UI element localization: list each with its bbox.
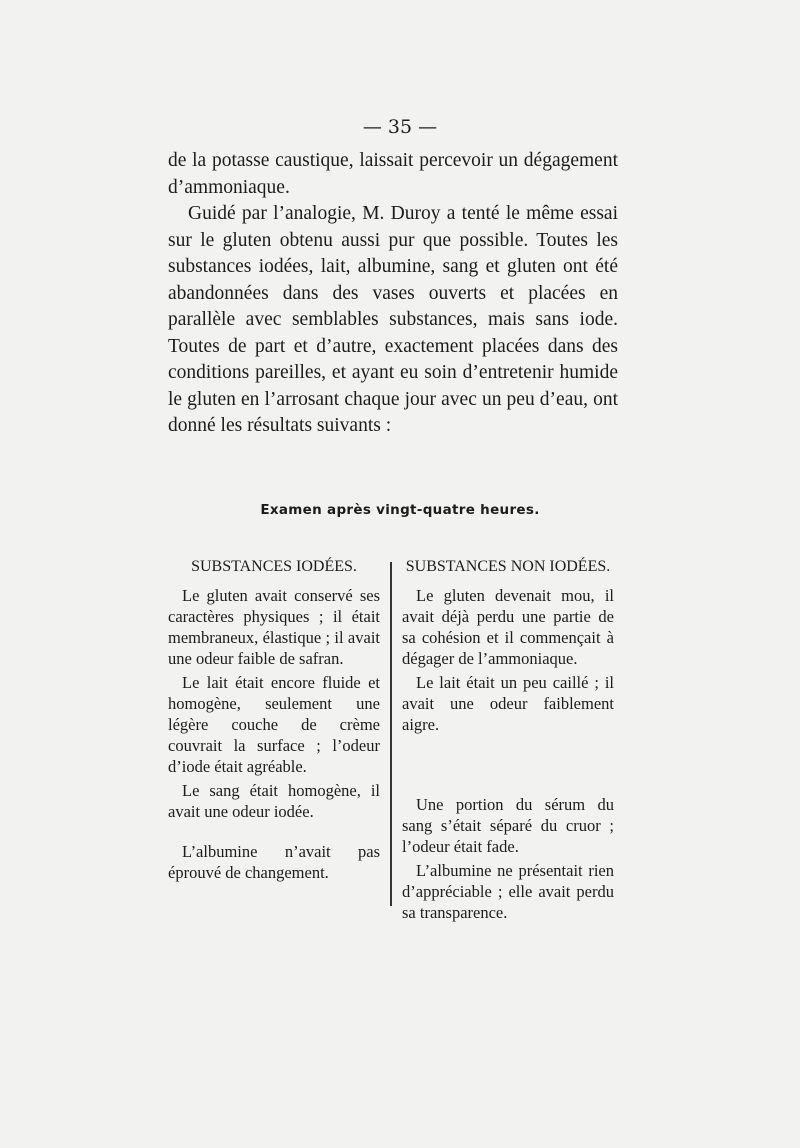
right-entry-gluten: Le gluten devenait mou, il avait déjà perdu une partie de sa cohésion et il commençait à dégager de l’ammoniaque. (402, 586, 614, 668)
paragraph: de la potasse caustique, laissait percevoir un dégagement d’ammoniaque. (168, 150, 618, 198)
page-number: — 35 — (362, 116, 438, 138)
left-entry-albumine: L’albumine n’avait pas éprouvé de changement. (168, 842, 380, 882)
left-entry-lait: Le lait était encore fluide et homogène, seulement une légère couche de crème couvrait la surface ; l’odeur d’iode était agréable. (168, 673, 380, 776)
left-entry-sang: Le sang était homogène, il avait une odeur iodée. (168, 781, 380, 821)
paragraph: Guidé par l’analogie, M. Duroy a tenté le même essai sur le gluten obtenu aussi pur que possible. Toutes les substances iodées, lait, albumine, sang et gluten ont été abandonnées dans des vases ouverts et placées en parallèle avec semblables substances, mais sans iode. Toutes de part et d’autre, exactement placées dans des conditions pareilles, et ayant eu soin d’entretenir humide le gluten en l’arrosant chaque jour avec un peu d’eau, ont donné les résultats suivants : (168, 203, 618, 436)
right-column (402, 556, 614, 926)
left-column-header: SUBSTANCES IODÉES. (191, 558, 357, 575)
left-entry-gluten: Le gluten avait conservé ses caractères physiques ; il était membraneux, élastique ; il avait une odeur faible de safran. (168, 586, 380, 668)
right-column-header: SUBSTANCES NON IODÉES. (405, 558, 611, 575)
left-column (168, 556, 380, 886)
body-text (168, 148, 618, 440)
right-entry-sang: Une portion du sérum du sang s’était séparé du cruor ; l’odeur était fade. (402, 795, 614, 856)
column-divider (390, 562, 392, 906)
right-entry-lait: Le lait était un peu caillé ; il avait une odeur faiblement aigre. (402, 673, 614, 734)
spacer (168, 825, 380, 841)
spacer (402, 738, 614, 794)
section-title: Examen après vingt-quatre heures. (260, 502, 540, 518)
right-entry-albumine: L’albumine ne présentait rien d’appréciable ; elle avait perdu sa transparence. (402, 861, 614, 922)
